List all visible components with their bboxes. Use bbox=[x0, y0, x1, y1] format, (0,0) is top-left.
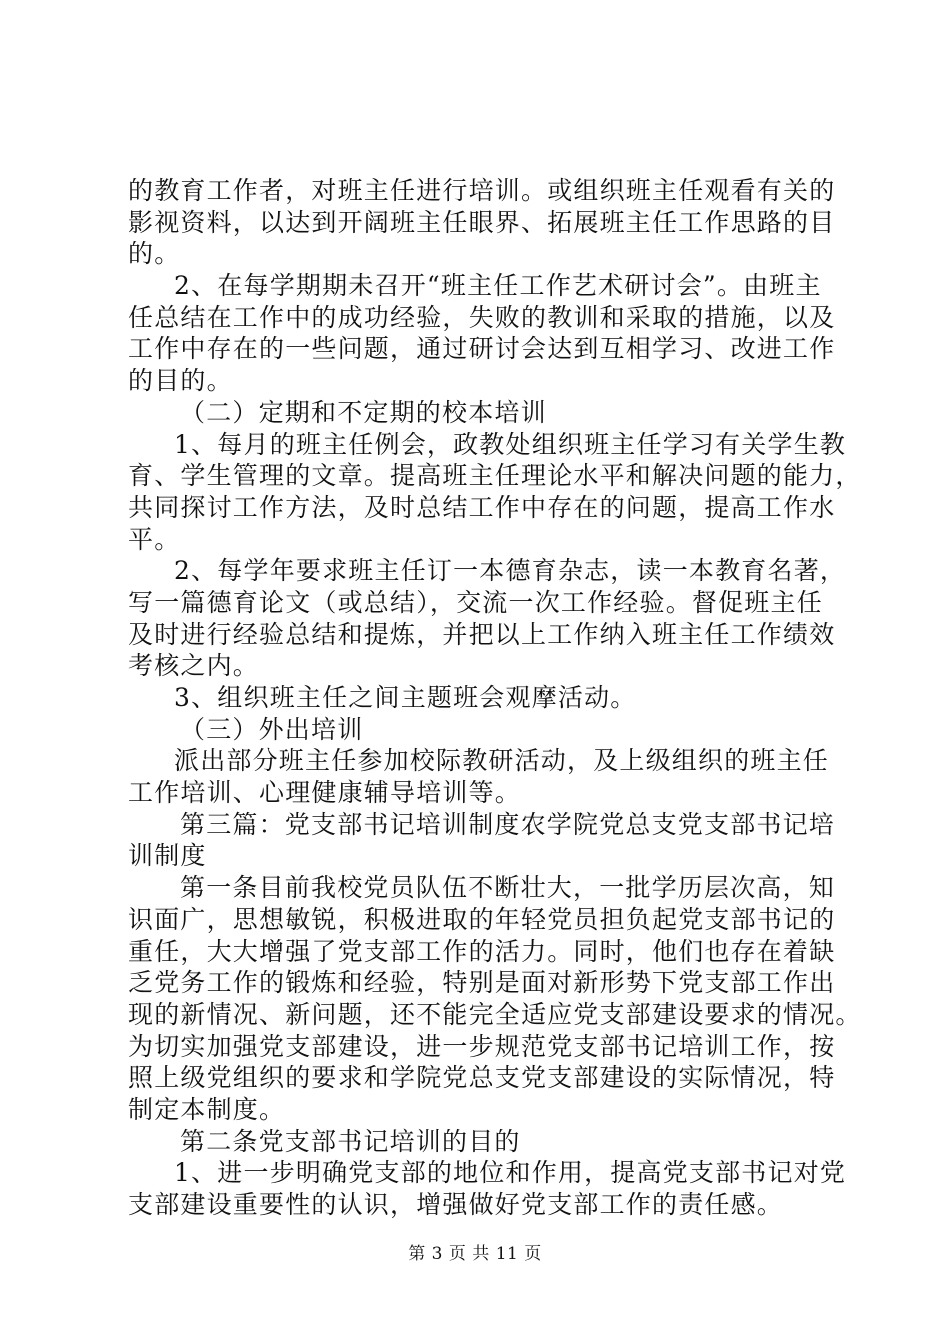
text-line: 写一篇德育论文（或总结），交流一次工作经验。督促班主任 bbox=[128, 587, 823, 617]
text-line: 平。 bbox=[128, 524, 181, 554]
text-line: 1、每月的班主任例会，政教处组织班主任学习有关学生教 bbox=[174, 429, 847, 459]
text-line: 影视资料，以达到开阔班主任眼界、拓展班主任工作思路的目 bbox=[128, 207, 836, 237]
text-line: 3、组织班主任之间主题班会观摩活动。 bbox=[174, 683, 637, 712]
text-line: 的。 bbox=[128, 239, 181, 269]
text-line: 重任，大大增强了党支部工作的活力。同时，他们也存在着缺 bbox=[128, 936, 836, 966]
text-line: 支部建设重要性的认识，增强做好党支部工作的责任感。 bbox=[128, 1190, 784, 1219]
text-line: 派出部分班主任参加校际教研活动，及上级组织的班主任 bbox=[174, 746, 830, 776]
text-line: 照上级党组织的要求和学院党总支党支部建设的实际情况，特 bbox=[128, 1063, 836, 1093]
text-line: 1、进一步明确党支部的地位和作用，提高党支部书记对党 bbox=[174, 1158, 847, 1188]
text-line: 为切实加强党支部建设，进一步规范党支部书记培训工作，按 bbox=[128, 1031, 836, 1061]
text-line: 共同探讨工作方法，及时总结工作中存在的问题，提高工作水 bbox=[128, 492, 836, 522]
text-line: 的目的。 bbox=[128, 366, 233, 396]
page-footer: 第 3 页 共 11 页 bbox=[408, 1244, 542, 1264]
text-line: 育、学生管理的文章。提高班主任理论水平和解决问题的能力， bbox=[128, 461, 862, 491]
text-line: 2、在每学期期未召开“班主任工作艺术研讨会”。由班主 bbox=[174, 271, 822, 301]
text-line: 工作中存在的一些问题，通过研讨会达到互相学习、改进工作 bbox=[128, 334, 836, 364]
text-line: 2、每学年要求班主任订一本德育杂志，读一本教育名著， bbox=[174, 556, 847, 586]
section-heading: （二）定期和不定期的校本培训 bbox=[180, 397, 547, 427]
text-line: 考核之内。 bbox=[128, 651, 260, 681]
article-heading: 第二条党支部书记培训的目的 bbox=[180, 1126, 521, 1156]
text-line: 乏党务工作的锻炼和经验，特别是面对新形势下党支部工作出 bbox=[128, 968, 836, 998]
text-line: 任总结在工作中的成功经验，失败的教训和采取的措施，以及 bbox=[128, 302, 836, 332]
text-line: 第一条目前我校党员队伍不断壮大，一批学历层次高，知 bbox=[180, 873, 836, 903]
text-line: 现的新情况、新问题，还不能完全适应党支部建设要求的情况。 bbox=[128, 999, 862, 1029]
text-line: 及时进行经验总结和提炼，并把以上工作纳入班主任工作绩效 bbox=[128, 619, 836, 649]
text-line: 制定本制度。 bbox=[128, 1094, 286, 1124]
text-line: 识面广，思想敏锐，积极进取的年轻党员担负起党支部书记的 bbox=[128, 904, 836, 934]
document-body bbox=[128, 175, 862, 1221]
chapter-heading: 第三篇：党支部书记培训制度农学院党总支党支部书记培 bbox=[180, 809, 836, 839]
text-line: 工作培训、心理健康辅导培训等。 bbox=[128, 778, 522, 808]
text-line: 训制度 bbox=[128, 841, 207, 871]
section-heading: （三）外出培训 bbox=[180, 714, 364, 744]
text-line: 的教育工作者，对班主任进行培训。或组织班主任观看有关的 bbox=[128, 176, 836, 205]
